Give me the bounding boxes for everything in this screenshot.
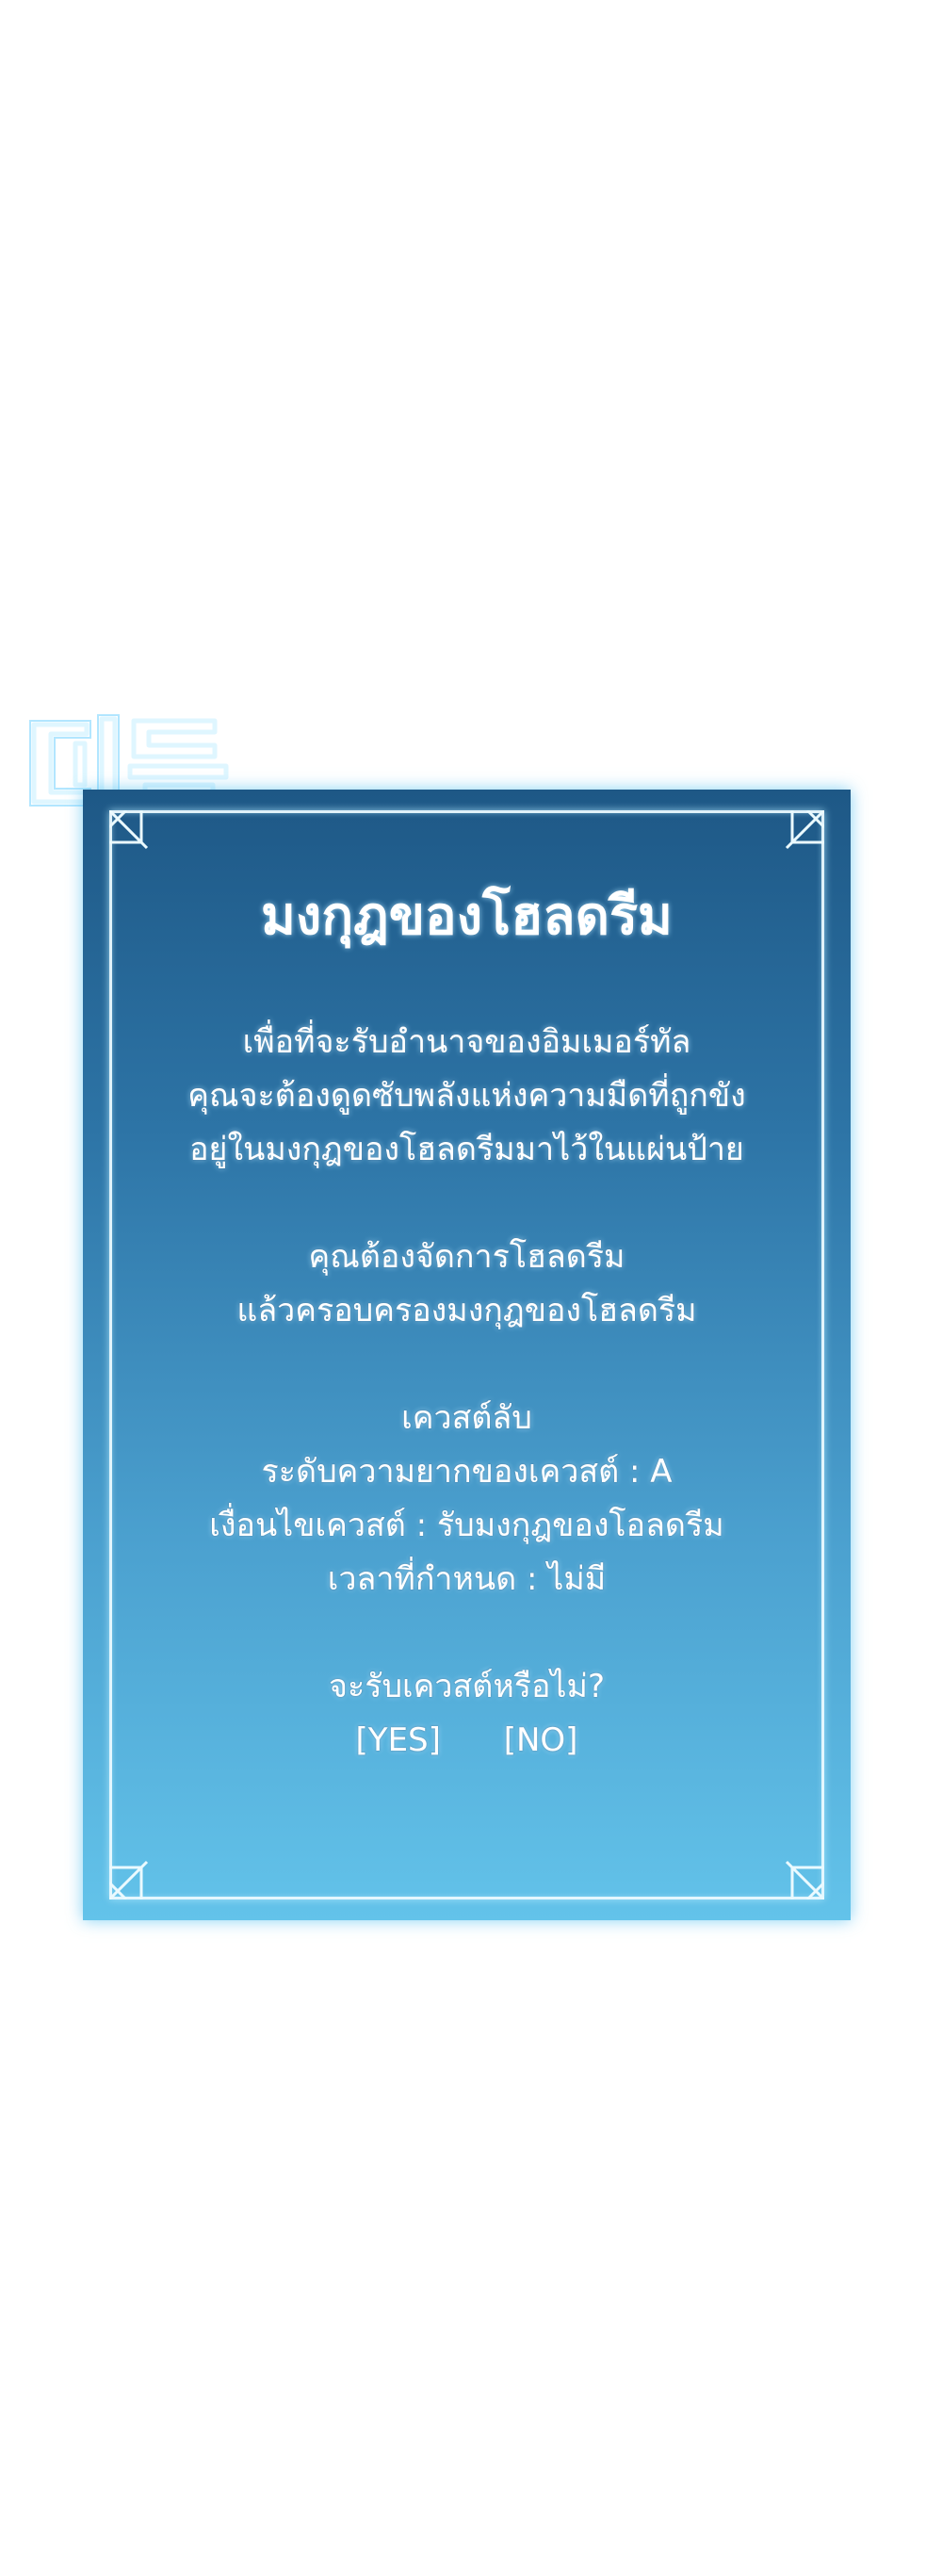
corner-ornament-bottom-left bbox=[109, 1852, 156, 1899]
quest-intro-line: คุณจะต้องดูดซับพลังแห่งความมืดที่ถูกขัง bbox=[187, 1077, 746, 1115]
quest-task-line: แล้วครอบครองมงกุฎของโฮลดรีม bbox=[236, 1292, 697, 1329]
quest-choices bbox=[139, 1714, 794, 1768]
quest-content bbox=[139, 884, 794, 1768]
corner-ornament-bottom-right bbox=[777, 1852, 824, 1899]
quest-condition: เงื่อนไขเควสต์ : รับมงกุฎของโอลดรีม bbox=[209, 1507, 724, 1544]
corner-ornament-top-left bbox=[109, 810, 156, 857]
no-button[interactable]: [NO] bbox=[503, 1721, 578, 1759]
quest-time-limit: เวลาที่กำหนด : ไม่มี bbox=[327, 1560, 607, 1598]
corner-ornament-top-right bbox=[777, 810, 824, 857]
spacer bbox=[139, 1338, 794, 1392]
quest-intro-line: อยู่ในมงกุฎของโฮลดรีมมาไว้ในแผ่นป้าย bbox=[189, 1131, 744, 1168]
spacer bbox=[139, 1177, 794, 1231]
quest-accept-prompt: จะรับเควสต์หรือไม่? bbox=[329, 1668, 605, 1705]
quest-task-line: คุณต้องจัดการโฮลดรีม bbox=[308, 1238, 625, 1276]
spacer bbox=[139, 1606, 794, 1660]
yes-button[interactable]: [YES] bbox=[355, 1721, 441, 1759]
quest-title: มงกุฎของโฮลดรีม bbox=[261, 886, 673, 947]
quest-type-label: เควสต์ลับ bbox=[401, 1399, 532, 1437]
quest-panel bbox=[83, 790, 851, 1920]
quest-difficulty: ระดับความยากของเควสต์ : A bbox=[261, 1453, 673, 1491]
quest-intro-line: เพื่อที่จะรับอำนาจของอิมเมอร์ทัล bbox=[242, 1023, 691, 1061]
